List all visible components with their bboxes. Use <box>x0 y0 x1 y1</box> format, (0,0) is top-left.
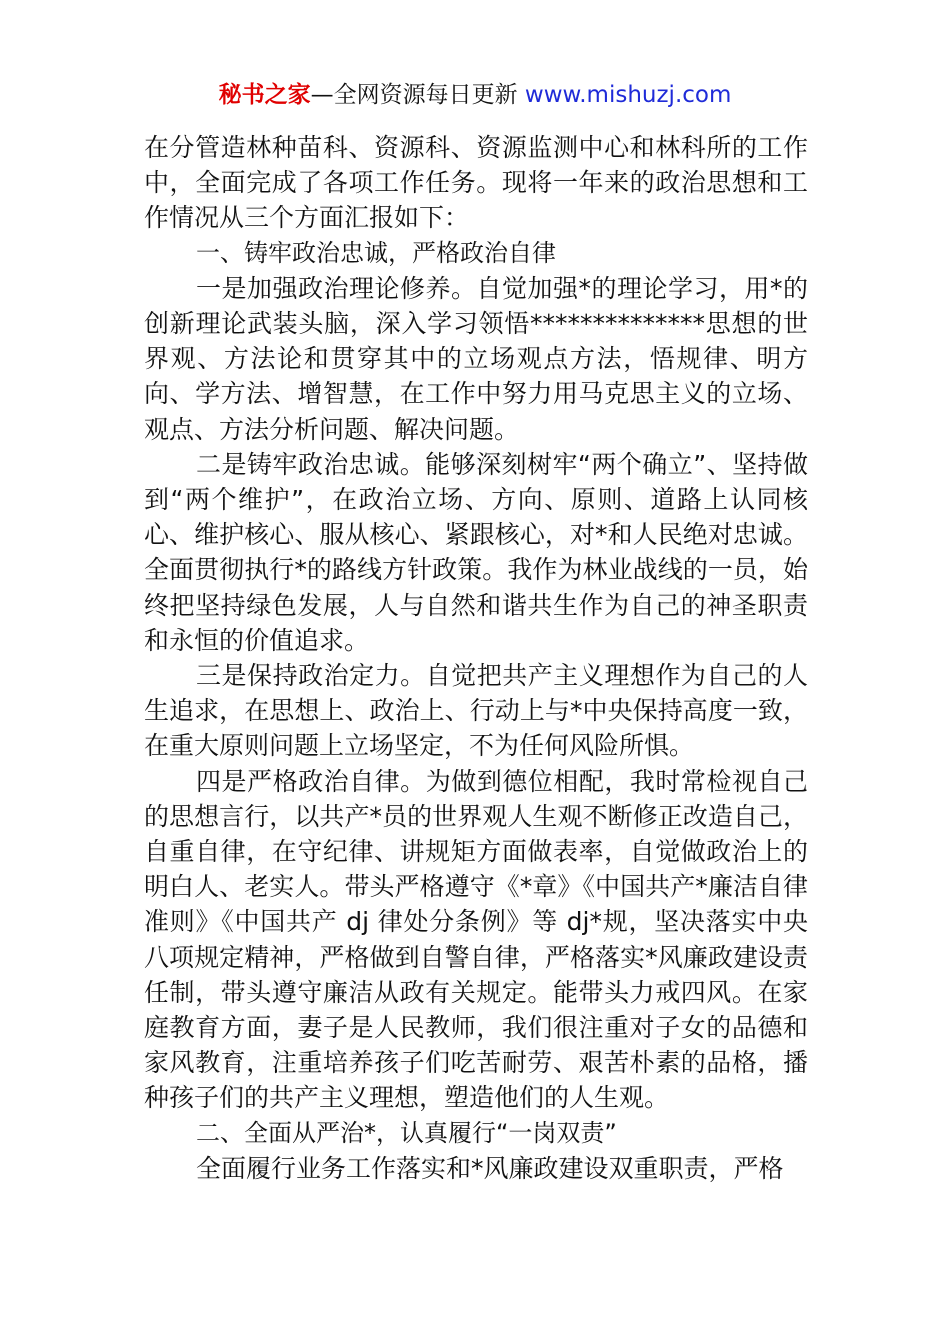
paragraph-political-discipline: 四是严格政治自律。为做到德位相配，我时常检视自己的思想言行，以共产*员的世界观人生观不断修正改造自己，自重自律，在守纪律、讲规矩方面做表率，自觉做政治上的明白人、老实人。带头严格遵守《*章》《中国共产*廉洁自律准则》《中国共产 dj 律处分条例》等 dj*规，坚决落实中央八项规定精神，严格做到自警自律，严格落实*风廉政建设责任制，带头遵守廉洁从政有关规定。能带头力戒四风。在家庭教育方面，妻子是人民教师，我们很注重对子女的品德和家风教育，注重培养孩子们吃苦耐劳、艰苦朴素的品格，播种孩子们的共产主义理想，塑造他们的人生观。 <box>144 766 808 1113</box>
page-header <box>0 78 950 112</box>
intro-paragraph: 在分管造林种苗科、资源科、资源监测中心和林科所的工作中，全面完成了各项工作任务。现将一年来的政治思想和工作情况从三个方面汇报如下： <box>144 133 808 233</box>
paragraph-theory-study: 一是加强政治理论修养。自觉加强*的理论学习，用*的创新理论武装头脑，深入学习领悟**************思想的世界观、方法论和贯穿其中的立场观点方法，悟规律、明方向、学方法、增智慧，在工作中努力用马克思主义的立场、观点、方法分析问题、解决问题。 <box>144 273 808 444</box>
paragraph-political-loyalty: 二是铸牢政治忠诚。能够深刻树牢“两个确立”、坚持做到“两个维护”，在政治立场、方向、原则、道路上认同核心、维护核心、服从核心、紧跟核心，对*和人民绝对忠诚。全面贯彻执行*的路线方针政策。我作为林业战线的一员，始终把坚持绿色发展，人与自然和谐共生作为自己的神圣职责和永恒的价值追求。 <box>144 449 808 655</box>
section-heading-2: 二、全面从严治*，认真履行“一岗双责” <box>196 1118 617 1147</box>
document-body <box>144 130 808 1186</box>
section-heading-1: 一、铸牢政治忠诚，严格政治自律 <box>196 238 556 267</box>
paragraph-political-resolve: 三是保持政治定力。自觉把共产主义理想作为自己的人生追求，在思想上、政治上、行动上与*中央保持高度一致，在重大原则问题上立场坚定，不为任何风险所惧。 <box>144 661 808 761</box>
header-tagline: —全网资源每日更新 <box>310 82 518 108</box>
brand-name: 秘书之家 <box>218 82 311 108</box>
site-url-link[interactable]: www.mishuzj.com <box>524 82 732 108</box>
paragraph-dual-duty: 全面履行业务工作落实和*风廉政建设双重职责，严格 <box>196 1153 784 1183</box>
